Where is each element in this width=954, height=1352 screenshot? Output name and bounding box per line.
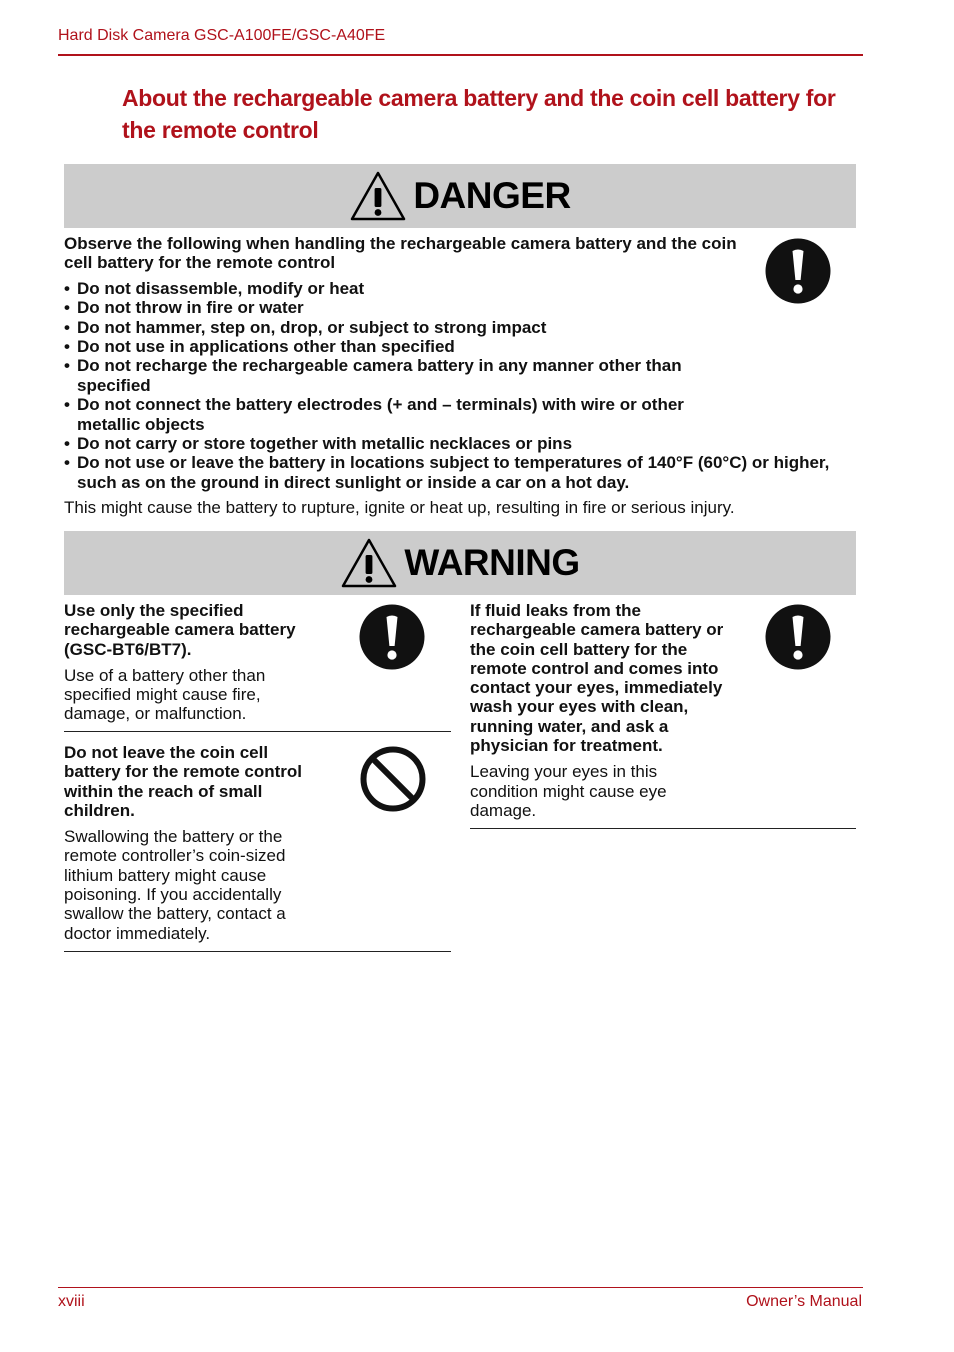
list-item: • Do not throw in fire or water <box>64 298 824 317</box>
list-item: • Do not use in applications other than specified <box>64 337 824 356</box>
header-rule <box>58 54 863 56</box>
list-item: • Do not carry or store together with metallic necklaces or pins <box>64 434 824 453</box>
page-number: xviii <box>58 1293 85 1310</box>
warning-label: WARNING <box>404 542 580 583</box>
warning-item-text: Leaving your eyes in this condition might cause eye damage. <box>470 762 667 820</box>
mandatory-exclamation-icon <box>765 604 831 670</box>
divider <box>470 828 856 829</box>
prohibition-icon <box>359 745 427 813</box>
danger-label: DANGER <box>413 175 571 216</box>
divider <box>64 951 451 952</box>
mandatory-exclamation-icon <box>359 604 425 670</box>
list-item: • Do not recharge the rechargeable camera battery in any manner other than specified <box>64 356 737 395</box>
list-item: • Do not connect the battery electrodes (+ and – terminals) with wire or other metallic objects <box>64 395 747 434</box>
warning-item-text: Swallowing the battery or the remote controller’s coin-sized lithium battery might cause poisoning. If you accidentally swallow the battery, contact a doctor immediately. <box>64 827 286 943</box>
mandatory-exclamation-icon <box>765 238 831 304</box>
danger-banner <box>64 164 856 228</box>
warning-item-coin-cell-children <box>64 743 329 943</box>
list-item: • Do not use or leave the battery in locations subject to temperatures of 140°F (60°C) or higher, such as on the ground in direct sunlight or inside a car on a hot day. <box>64 453 832 492</box>
divider <box>64 731 451 732</box>
danger-list <box>64 278 830 492</box>
warning-triangle-icon <box>340 537 398 589</box>
warning-triangle-icon <box>349 170 407 222</box>
running-header: Hard Disk Camera GSC-A100FE/GSC-A40FE <box>58 27 386 44</box>
danger-note: This might cause the battery to rupture, ignite or heat up, resulting in fire or serious injury. <box>64 498 735 518</box>
warning-banner <box>64 531 856 595</box>
warning-item-fluid-leak <box>470 601 745 820</box>
section-title: About the rechargeable camera battery and the coin cell battery for the remote control <box>122 85 836 143</box>
warning-item-heading: If fluid leaks from the rechargeable camera battery or the coin cell battery for the remote control and comes into contact your eyes, immediately wash your eyes with clean, running water, and ask a physician for treatment. <box>470 601 724 756</box>
danger-section <box>64 234 830 518</box>
footer-rule <box>58 1287 863 1288</box>
warning-item-heading: Do not leave the coin cell battery for the remote control within the reach of small children. <box>64 743 303 820</box>
warning-item-text: Use of a battery other than specified might cause fire, damage, or malfunction. <box>64 665 266 724</box>
list-item: • Do not disassemble, modify or heat <box>64 279 824 298</box>
warning-item-heading: Use only the specified rechargeable camera battery (GSC-BT6/BT7). <box>64 601 296 659</box>
manual-name: Owner’s Manual <box>746 1293 862 1310</box>
warning-item-battery-spec <box>64 601 334 724</box>
danger-lead: Observe the following when handling the rechargeable camera battery and the coin cell battery for the remote control <box>64 234 737 273</box>
list-item: • Do not hammer, step on, drop, or subject to strong impact <box>64 318 824 337</box>
